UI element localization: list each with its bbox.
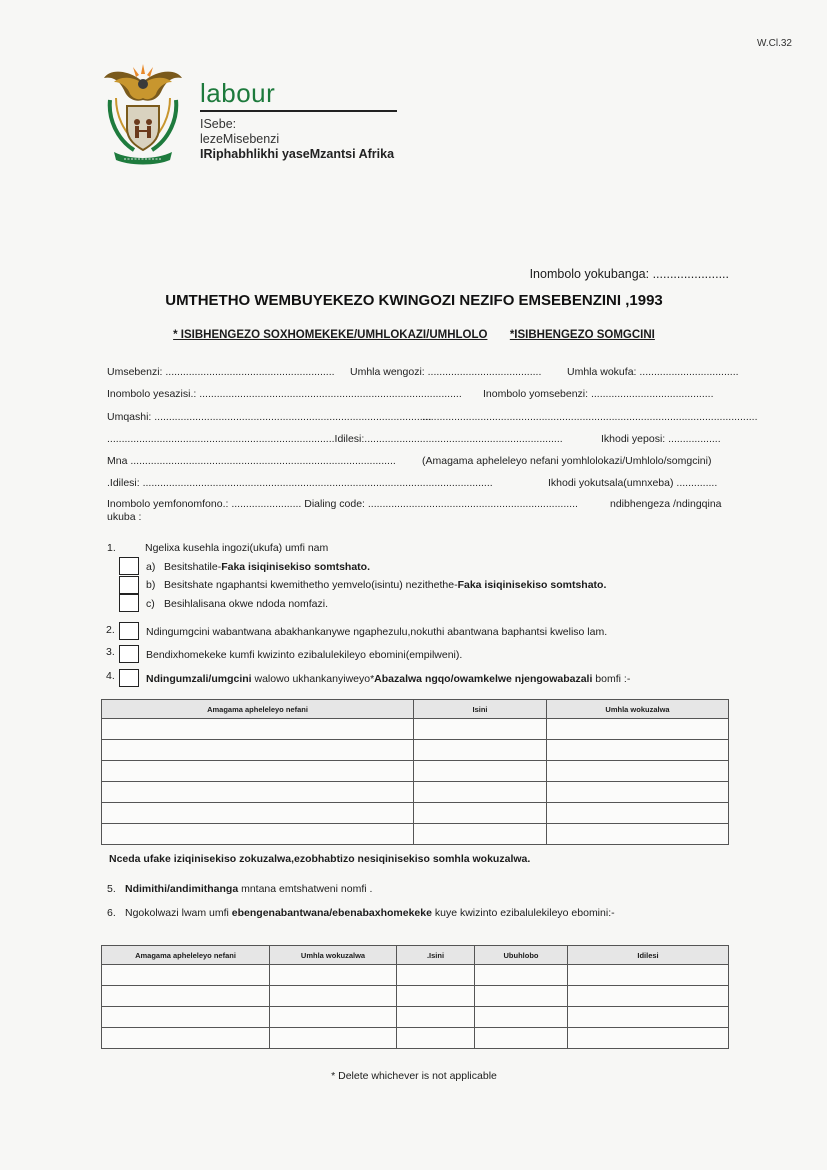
- table-row: [102, 1007, 729, 1028]
- table-cell[interactable]: [568, 986, 729, 1007]
- table-cell[interactable]: [568, 965, 729, 986]
- q5-bold: Ndimithi/andimithanga: [125, 883, 239, 895]
- accident-date-field[interactable]: Umhla wengozi: .......................................: [350, 366, 542, 378]
- cellphone-number-field[interactable]: Inombolo yemfonomfono.: ........................ Dialing code: ........................................................................: [107, 498, 578, 510]
- declare-text: ndibhengeza /ndingqina: [610, 498, 722, 510]
- table-cell[interactable]: [270, 986, 397, 1007]
- table-cell[interactable]: [102, 986, 270, 1007]
- q6-plain-1: Ngokolwazi lwam umfi: [125, 907, 232, 919]
- table-cell[interactable]: [397, 1028, 475, 1049]
- table-row: [102, 740, 729, 761]
- q5-plain: mntana emtshatweni nomfi .: [238, 883, 373, 895]
- table-cell[interactable]: [397, 986, 475, 1007]
- option-a-label: a): [146, 561, 156, 573]
- q6-plain-2: kuye kwizinto ezibalulekileyo ebomini:-: [431, 907, 615, 919]
- department-line-2: lezeMisebenzi: [200, 132, 280, 146]
- death-date-field[interactable]: Umhla wokufa: ..................................: [567, 366, 739, 378]
- employer-field[interactable]: Umqashi: ...............................................................................................: [107, 411, 432, 423]
- table-cell[interactable]: [102, 740, 414, 761]
- table-cell[interactable]: [102, 1007, 270, 1028]
- table-cell[interactable]: [547, 803, 729, 824]
- table-row: [102, 986, 729, 1007]
- brand-name: labour: [200, 78, 276, 108]
- table2-header-birthdate: Umhla wokuzalwa: [270, 946, 397, 965]
- table-cell[interactable]: [414, 782, 547, 803]
- table-cell[interactable]: [568, 1007, 729, 1028]
- table-cell[interactable]: [547, 782, 729, 803]
- table-cell[interactable]: [102, 1028, 270, 1049]
- table-cell[interactable]: [475, 1028, 568, 1049]
- table-row: [102, 719, 729, 740]
- q4-plain-1: walowo ukhankanyiweyo*: [251, 673, 375, 685]
- option-b-label: b): [146, 579, 156, 591]
- address-field[interactable]: ..............................................................................Idilesi:....................................................................: [107, 433, 563, 445]
- department-line-3: IRiphabhlikhi yaseMzantsi Afrika: [200, 147, 395, 161]
- table-cell[interactable]: [102, 719, 414, 740]
- option-a-bold: Faka isiqinisekiso somtshato.: [221, 561, 371, 573]
- guardian-checkbox[interactable]: [119, 622, 139, 640]
- employer-field-continued[interactable]: ...................................................................................................................: [422, 411, 758, 423]
- question-1-text: Ngelixa kusehla ingozi(ukufa) umfi nam: [145, 542, 329, 554]
- table1-header-name: Amagama apheleleyo nefani: [102, 700, 414, 719]
- table-cell[interactable]: [270, 965, 397, 986]
- table-cell[interactable]: [414, 740, 547, 761]
- table-cell[interactable]: [102, 782, 414, 803]
- table-cell[interactable]: [547, 824, 729, 845]
- table-cell[interactable]: [270, 1028, 397, 1049]
- option-b-text: [164, 579, 606, 591]
- table2-header-address: Idilesi: [568, 946, 729, 965]
- option-b-plain: Besitshate ngaphantsi kwemithetho yemvelo(isintu) nezithethe-: [164, 579, 458, 591]
- question-2-number: 2.: [106, 624, 115, 636]
- table2-header-gender: .Isini: [397, 946, 475, 965]
- table-row: [102, 1028, 729, 1049]
- option-b-bold: Faka isiqinisekiso somtshato.: [457, 579, 607, 591]
- table-cell[interactable]: [547, 719, 729, 740]
- q4-bold-2: Abazalwa ngqo/owamkelwe njengowabazali: [374, 673, 593, 685]
- table-cell[interactable]: [102, 803, 414, 824]
- brand-divider: [200, 110, 397, 112]
- occupation-field[interactable]: Umsebenzi: ..........................................................: [107, 366, 335, 378]
- customary-marriage-checkbox[interactable]: [119, 576, 139, 594]
- declaration-subtitle: [100, 329, 728, 341]
- table-cell[interactable]: [475, 965, 568, 986]
- question-6-number: 6.: [107, 907, 116, 919]
- table2-header-relationship: Ubuhlobo: [475, 946, 568, 965]
- table-cell[interactable]: [102, 965, 270, 986]
- question-3-number: 3.: [106, 646, 115, 658]
- question-4-text: [146, 673, 630, 685]
- dialing-code-field[interactable]: Ikhodi yokutsala(umnxeba) ..............: [548, 477, 718, 489]
- q4-bold-1: Ndingumzali/umgcini: [146, 673, 252, 685]
- employee-number-field[interactable]: Inombolo yomsebenzi: ..........................................: [483, 388, 714, 400]
- table-cell[interactable]: [102, 824, 414, 845]
- birth-certificate-note: Nceda ufake iziqinisekiso zokuzalwa,ezobhabtizo nesiqinisekiso somhla wokuzalwa.: [109, 853, 531, 865]
- table-cell[interactable]: [397, 1007, 475, 1028]
- dependants-table: [101, 945, 729, 1049]
- option-a-plain: Besitshatile-: [164, 561, 222, 573]
- question-2-text: Ndingumgcini wabantwana abakhankanywe ngaphezulu,nokuthi abantwana baphantsi kweliso lam.: [146, 626, 608, 638]
- table-cell[interactable]: [547, 761, 729, 782]
- guardian-declaration-label: *ISIBHENGEZO SOMGCINI: [509, 329, 655, 341]
- table-row: [102, 803, 729, 824]
- table-cell[interactable]: [414, 719, 547, 740]
- q6-bold: ebengenabantwana/ebenabaxhomekeke: [231, 907, 432, 919]
- declarant-address-field[interactable]: .Idilesi: ........................................................................................................................: [107, 477, 493, 489]
- form-code: W.Cl.32: [756, 38, 792, 49]
- question-4-number: 4.: [106, 670, 115, 682]
- form-title: UMTHETHO WEMBUYEKEZO KWINGOZI NEZIFO EMSEBENZINI ,1993: [165, 292, 663, 309]
- coat-of-arms-logo: [100, 60, 186, 168]
- declarant-name-hint: (Amagama apheleleyo nefani yomhlolokazi/Umhlolo/somgcini): [422, 455, 712, 467]
- question-1-number: 1.: [107, 542, 116, 554]
- table-cell[interactable]: [547, 740, 729, 761]
- table-cell[interactable]: [475, 1007, 568, 1028]
- declarant-name-field[interactable]: Mna ...........................................................................................: [107, 455, 396, 467]
- question-6-text: [125, 907, 615, 919]
- married-checkbox[interactable]: [119, 557, 139, 575]
- dependant-declaration-label: * ISIBHENGEZO SOXHOMEKEKE/UMHLOKAZI/UMHLOLO: [173, 329, 488, 341]
- table-row: [102, 824, 729, 845]
- table1-header-gender: Isini: [414, 700, 547, 719]
- footer-note: * Delete whichever is not applicable: [331, 1070, 497, 1082]
- table-cell[interactable]: [102, 761, 414, 782]
- table-cell[interactable]: [270, 1007, 397, 1028]
- cohabiting-checkbox[interactable]: [119, 594, 139, 612]
- option-a-text: [164, 561, 370, 573]
- table-row: [102, 965, 729, 986]
- q4-plain-2: bomfi :-: [592, 673, 631, 685]
- option-c-label: c): [146, 598, 155, 610]
- children-table: [101, 699, 729, 845]
- postal-code-field[interactable]: Ikhodi yeposi: ..................: [601, 433, 721, 445]
- option-c-text: Besihlalisana okwe ndoda nomfazi.: [164, 598, 329, 610]
- table2-header-name: Amagama apheleleyo nefani: [102, 946, 270, 965]
- table-row: [102, 761, 729, 782]
- dependent-checkbox[interactable]: [119, 645, 139, 663]
- claim-number-field[interactable]: Inombolo yokubanga: ......................: [529, 267, 729, 281]
- table-cell[interactable]: [414, 824, 547, 845]
- table-cell[interactable]: [397, 965, 475, 986]
- id-number-field[interactable]: Inombolo yesazisi.: ..........................................................................................: [107, 388, 462, 400]
- table-row: [102, 782, 729, 803]
- question-5-text: [125, 883, 372, 895]
- department-line-1: ISebe:: [200, 117, 237, 131]
- table-cell[interactable]: [414, 761, 547, 782]
- table1-header-birthdate: Umhla wokuzalwa: [547, 700, 729, 719]
- declare-that-text: ukuba :: [107, 511, 142, 523]
- table-cell[interactable]: [568, 1028, 729, 1049]
- table-cell[interactable]: [414, 803, 547, 824]
- table-cell[interactable]: [475, 986, 568, 1007]
- parent-checkbox[interactable]: [119, 669, 139, 687]
- question-3-text: Bendixhomekeke kumfi kwizinto ezibalulekileyo ebomini(empilweni).: [146, 649, 463, 661]
- question-5-number: 5.: [107, 883, 116, 895]
